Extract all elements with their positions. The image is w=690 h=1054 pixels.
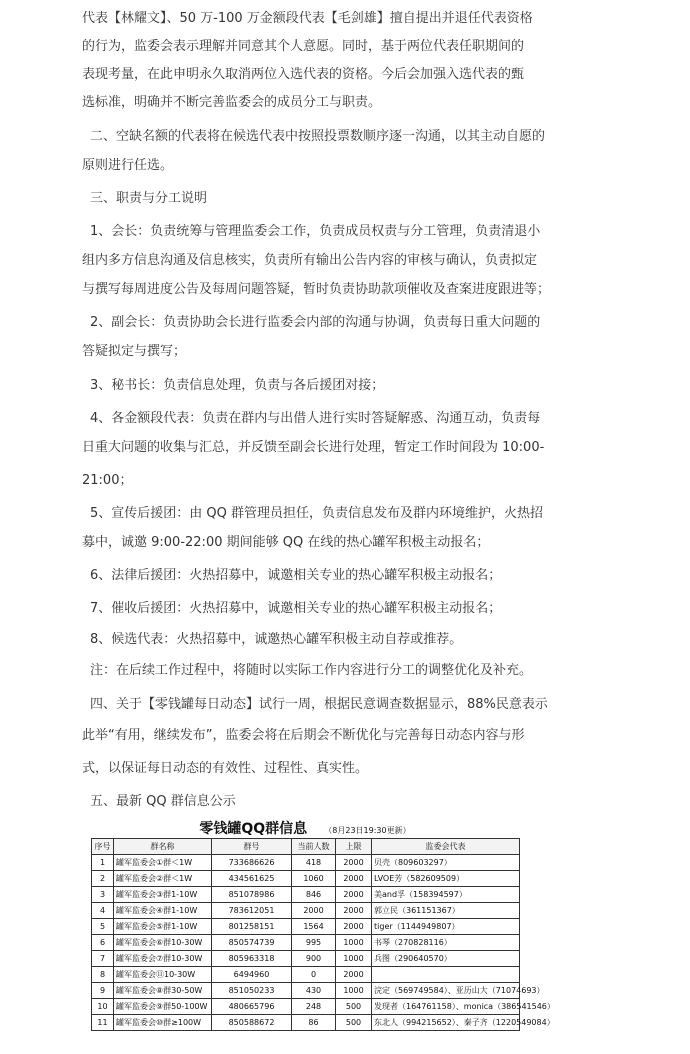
table-cell: 846 [292,887,336,903]
qq-group-table-block [91,818,555,1031]
table-cell: 罐军监委会⑪10-30W [114,967,212,983]
table-cell: 6494960 [212,967,292,983]
text-line: 与撰写每周进度公告及每周问题答疑，暂时负责协助款项催收及查案进度跟进等； [82,282,551,297]
table-row [92,919,520,935]
table-cell: 805963318 [212,951,292,967]
table-cell: 发现者（164761158）、monica（386541546） [372,999,520,1015]
table-cell: 兵图（290640570） [372,951,520,967]
text-line: 答疑拟定与撰写； [82,344,187,359]
table-cell: 4 [92,903,114,919]
note-line: 注：在后续工作过程中，将随时以实际工作内容进行分工的调整优化及补充。 [90,663,533,678]
table-cell: 2000 [336,919,372,935]
table-cell: 10 [92,999,114,1015]
table-cell: 851050233 [212,983,292,999]
header-cell: 序号 [92,839,114,855]
text-line: 日重大问题的收集与汇总，并反馈至副会长进行处理，暂定工作时间段为 10:00- [82,440,545,455]
table-cell: 2 [92,871,114,887]
table-row [92,855,520,871]
table-title: 零钱罐QQ群信息 [199,821,308,837]
table-cell: 8 [92,967,114,983]
table-row [92,903,520,919]
table-cell: 995 [292,935,336,951]
table-cell: 500 [336,999,372,1015]
table-cell: 500 [336,1015,372,1031]
table-row [92,1015,520,1031]
table-cell: 850574739 [212,935,292,951]
table-cell [372,967,520,983]
table-row [92,999,520,1015]
text-line: 四、关于【零钱罐每日动态】试行一周，根据民意调查数据显示，88%民意表示 [90,697,548,712]
table-cell: 1000 [336,935,372,951]
table-cell: 900 [292,951,336,967]
table-cell: 2000 [336,967,372,983]
table-cell: 美and孚（158394597） [372,887,520,903]
text-line: 21:00； [82,473,133,488]
table-cell: 1564 [292,919,336,935]
table-cell: 430 [292,983,336,999]
text-line: 选标准，明确并不断完善监委会的成员分工与职责。 [82,95,382,110]
table-cell: 480665796 [212,999,292,1015]
text-line: 1、会长：负责统筹与管理监委会工作，负责成员权责与分工管理，负责清退小 [90,224,541,239]
text-line: 2、副会长：负责协助会长进行监委会内部的沟通与协调，负责每日重大问题的 [90,315,541,330]
table-cell: 1000 [336,951,372,967]
table-cell: 7 [92,951,114,967]
table-row [92,983,520,999]
table-cell: 248 [292,999,336,1015]
text-line: 二、空缺名额的代表将在候选代表中按照投票数顺序逐一沟通，以其主动自愿的 [90,129,546,144]
table-cell: 5 [92,919,114,935]
table-title-row [91,818,519,838]
table-cell: 贝壳（809603297） [372,855,520,871]
text-line: 6、法律后援团：火热招募中，诚邀相关专业的热心罐军积极主动报名； [90,568,502,583]
table-cell: 罐军监委会⑩群≥100W [114,1015,212,1031]
table-cell: 罐军监委会⑧群30-50W [114,983,212,999]
table-row [92,967,520,983]
text-line: 4、各金额段代表：负责在群内与出借人进行实时答疑解惑、沟通互动，负责每 [90,411,541,426]
table-cell: 1060 [292,871,336,887]
text-line: 的行为，监委会表示理解并同意其个人意愿。同时，基于两位代表任职期间的 [82,39,525,54]
table-cell: 850588672 [212,1015,292,1031]
table-cell: 2000 [292,903,336,919]
table-row [92,935,520,951]
table-cell: LVOE芳（582609509） [372,871,520,887]
header-cell: 群名称 [114,839,212,855]
table-cell: 3 [92,887,114,903]
table-cell: 罐军监委会⑦群10-30W [114,951,212,967]
table-cell: 罐军监委会①群＜1W [114,855,212,871]
table-cell: 801258151 [212,919,292,935]
table-cell: 86 [292,1015,336,1031]
text-line: 此举“有用，继续发布”，监委会将在后期会不断优化与完善每日动态内容与形 [82,728,525,743]
text-line: 表现考量，在此申明永久取消两位入选代表的资格。今后会加强入选代表的甄 [82,67,525,82]
table-cell: tiger（1144949807） [372,919,520,935]
table-row [92,951,520,967]
table-cell: 2000 [336,903,372,919]
table-cell: 733686626 [212,855,292,871]
qq-group-table [91,838,555,1031]
section-heading: 五、最新 QQ 群信息公示 [90,794,236,809]
table-row [92,871,520,887]
header-cell: 上限 [336,839,372,855]
table-cell: 2000 [336,871,372,887]
table-cell: 东北人（994215652）、秦子齐（1220549084） [372,1015,520,1031]
table-cell: 罐军监委会③群1-10W [114,887,212,903]
table-cell: 418 [292,855,336,871]
table-subtitle: （8月23日19:30更新） [324,826,411,835]
section-heading: 三、职责与分工说明 [90,191,208,206]
table-cell: 罐军监委会⑨群50-100W [114,999,212,1015]
header-cell: 群号 [212,839,292,855]
header-cell: 当前人数 [292,839,336,855]
table-cell: 罐军监委会②群＜1W [114,871,212,887]
table-cell: 434561625 [212,871,292,887]
table-cell: 1 [92,855,114,871]
header-cell: 监委会代表 [372,839,520,855]
text-line: 5、宣传后援团：由 QQ 群管理员担任，负责信息发布及群内环境维护，火热招 [90,506,544,521]
table-cell: 郭立民（361151367） [372,903,520,919]
table-cell: 9 [92,983,114,999]
table-cell: 罐军监委会⑥群10-30W [114,935,212,951]
table-cell: 2000 [336,887,372,903]
table-cell: 6 [92,935,114,951]
table-cell: 851078986 [212,887,292,903]
table-row [92,887,520,903]
table-cell: 1000 [336,983,372,999]
table-cell: 书琴（270828116） [372,935,520,951]
table-cell: 2000 [336,855,372,871]
text-line: 原则进行任选。 [82,158,174,173]
text-line: 7、催收后援团：火热招募中，诚邀相关专业的热心罐军积极主动报名； [90,601,502,616]
table-cell: 783612051 [212,903,292,919]
table-cell: 11 [92,1015,114,1031]
table-cell: 0 [292,967,336,983]
text-line: 组内多方信息沟通及信息核实，负责所有输出公告内容的审核与确认，负责拟定 [82,253,538,268]
text-line: 代表【林耀文】、50 万-100 万金额段代表【毛剑雄】擅自提出并退任代表资格 [82,11,533,26]
text-line: 募中，诚邀 9:00-22:00 期间能够 QQ 在线的热心罐军积极主动报名； [82,535,490,550]
table-header-row [92,839,520,855]
table-cell: 罐军监委会⑤群1-10W [114,919,212,935]
text-line: 3、秘书长：负责信息处理，负责与各后援团对接； [90,378,385,393]
table-cell: 浣定（569749584）、亚历山大（71074693） [372,983,520,999]
text-line: 式，以保证每日动态的有效性、过程性、真实性。 [82,761,369,776]
text-line: 8、候选代表：火热招募中，诚邀热心罐军积极主动自荐或推荐。 [90,632,463,647]
table-cell: 罐军监委会④群1-10W [114,903,212,919]
